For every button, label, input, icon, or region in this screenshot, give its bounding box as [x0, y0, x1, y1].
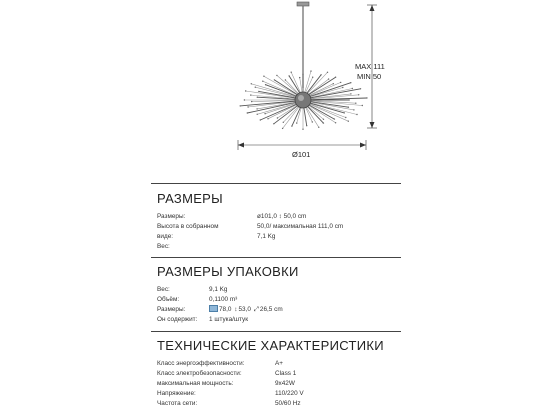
width-arrow-right	[360, 143, 366, 148]
glass-rod-tip	[348, 99, 349, 100]
glass-rod-tip	[348, 107, 349, 108]
glass-rod-tip	[263, 76, 264, 77]
glass-rod	[259, 91, 297, 98]
spec-label: виде:	[157, 233, 174, 240]
glass-rod-tip	[333, 83, 334, 84]
spec-value: ø101,0 ↕ 50,0 cm	[257, 213, 307, 220]
spec-label: Размеры:	[157, 306, 186, 313]
glass-rod-tip	[247, 106, 248, 107]
glass-rod-tip	[264, 113, 265, 114]
spec-label: Вес:	[157, 243, 170, 250]
glass-rod-tip	[340, 82, 341, 83]
section-divider	[151, 183, 401, 184]
glass-rod-tip	[366, 97, 367, 98]
ceiling-canopy	[297, 2, 309, 6]
glass-rod-tip	[240, 105, 241, 106]
glass-rod-tip	[358, 94, 359, 95]
glass-rod-tip	[255, 87, 256, 88]
glass-rod-tip	[260, 119, 261, 120]
glass-rod-tip	[302, 129, 303, 130]
glass-rod-tip	[245, 90, 246, 91]
technical-title: ТЕХНИЧЕСКИЕ ХАРАКТЕРИСТИКИ	[157, 338, 384, 353]
chandelier-hub-highlight	[298, 95, 304, 101]
diagonal-arrow-icon: ⤢	[253, 306, 259, 313]
glass-rod-tip	[283, 122, 284, 123]
spec-value: 9x42W	[275, 380, 295, 387]
height-max-label: MAX 111	[355, 62, 385, 71]
glass-rod-tip	[342, 87, 343, 88]
glass-rod-tip	[282, 128, 283, 129]
diameter-label: Ø101	[292, 150, 311, 159]
glass-rod-tip	[276, 75, 277, 76]
chandelier-drawing	[0, 0, 550, 175]
glass-rod-tip	[312, 121, 313, 122]
glass-rod-tip	[348, 121, 349, 122]
glass-rod-tip	[360, 88, 361, 89]
glass-rod-tip	[250, 94, 251, 95]
glass-rod-tip	[288, 75, 289, 76]
spec-value: 1 штука/штук	[209, 316, 249, 323]
glass-rod-tip	[299, 77, 300, 78]
glass-rod-tip	[310, 70, 311, 71]
spec-value: A+	[275, 360, 283, 367]
section-divider	[151, 331, 401, 332]
glass-rod-tip	[265, 84, 266, 85]
glass-rod-tip	[335, 77, 336, 78]
package-dimensions-value	[209, 305, 283, 315]
glass-rod-tip	[262, 81, 263, 82]
spec-label: Частота сети:	[157, 400, 198, 407]
height-arrow-bottom	[370, 122, 375, 128]
glass-rod-tip	[296, 122, 297, 123]
glass-rod-tip	[256, 108, 257, 109]
glass-rod-tip	[323, 122, 324, 123]
glass-rod-tip	[291, 72, 292, 73]
spec-label: Напряжение:	[157, 390, 196, 397]
glass-rod-tip	[353, 109, 354, 110]
package-depth: 26,5 cm	[259, 306, 283, 313]
glass-rod-tip	[352, 88, 353, 89]
glass-rod-tip	[251, 83, 252, 84]
glass-rod-tip	[320, 74, 321, 75]
glass-rod-tip	[344, 112, 345, 113]
spec-value: 9,1 Kg	[209, 286, 228, 293]
glass-rod-tip	[345, 117, 346, 118]
glass-rod-tip	[267, 118, 268, 119]
glass-rod-tip	[306, 125, 307, 126]
glass-rod-tip	[302, 74, 303, 75]
vertical-arrow-icon: ↕	[234, 306, 238, 313]
glass-rod-tip	[356, 114, 357, 115]
spec-value: 50,0/ максимальная 111,0 cm	[257, 223, 344, 230]
glass-rod-tip	[334, 118, 335, 119]
spec-value: 0,1100 m³	[209, 296, 238, 303]
spec-label: Он содержит:	[157, 316, 198, 323]
packaging-title: РАЗМЕРЫ УПАКОВКИ	[157, 264, 299, 279]
glass-rod-tip	[274, 79, 275, 80]
glass-rod-tip	[291, 125, 292, 126]
glass-rod-tip	[318, 127, 319, 128]
spec-label: Высота в собранном	[157, 223, 219, 230]
spec-value: 110/220 V	[275, 390, 304, 397]
spec-label: Размеры:	[157, 213, 186, 220]
spec-label: Объём:	[157, 296, 180, 303]
glass-rod-tip	[277, 117, 278, 118]
glass-rod-tip	[355, 103, 356, 104]
glass-rod-tip	[273, 123, 274, 124]
glass-rod-tip	[247, 112, 248, 113]
glass-rod-tip	[350, 82, 351, 83]
glass-rod-tip	[335, 122, 336, 123]
glass-rod-tip	[362, 105, 363, 106]
spec-value: Class 1	[275, 370, 297, 377]
glass-rod-tip	[258, 91, 259, 92]
package-box-icon	[209, 305, 218, 312]
dimensions-title: РАЗМЕРЫ	[157, 191, 223, 206]
glass-rod-tip	[350, 93, 351, 94]
spec-label: Вес:	[157, 286, 170, 293]
glass-rod-tip	[312, 77, 313, 78]
glass-rod-tip	[323, 119, 324, 120]
height-arrow-top	[370, 5, 375, 11]
glass-rod-tip	[257, 114, 258, 115]
spec-label: Класс энергоэффективности:	[157, 360, 245, 367]
glass-rod-tip	[257, 97, 258, 98]
height-min-label: MIN 50	[357, 72, 382, 81]
glass-rod	[283, 105, 301, 129]
spec-label: Класс электробезопасности:	[157, 370, 242, 377]
spec-value: 7,1 Kg	[257, 233, 276, 240]
width-arrow-left	[238, 143, 244, 148]
spec-label: максимальная мощность:	[157, 380, 234, 387]
glass-rod-tip	[244, 99, 245, 100]
glass-rod-tip	[251, 101, 252, 102]
section-divider	[151, 257, 401, 258]
glass-rod-tip	[327, 72, 328, 73]
spec-value: 50/60 Hz	[275, 400, 301, 407]
package-width: 53,0	[238, 306, 251, 313]
package-length: 78,0	[219, 306, 232, 313]
glass-rod-tip	[328, 78, 329, 79]
glass-rod-tip	[285, 79, 286, 80]
